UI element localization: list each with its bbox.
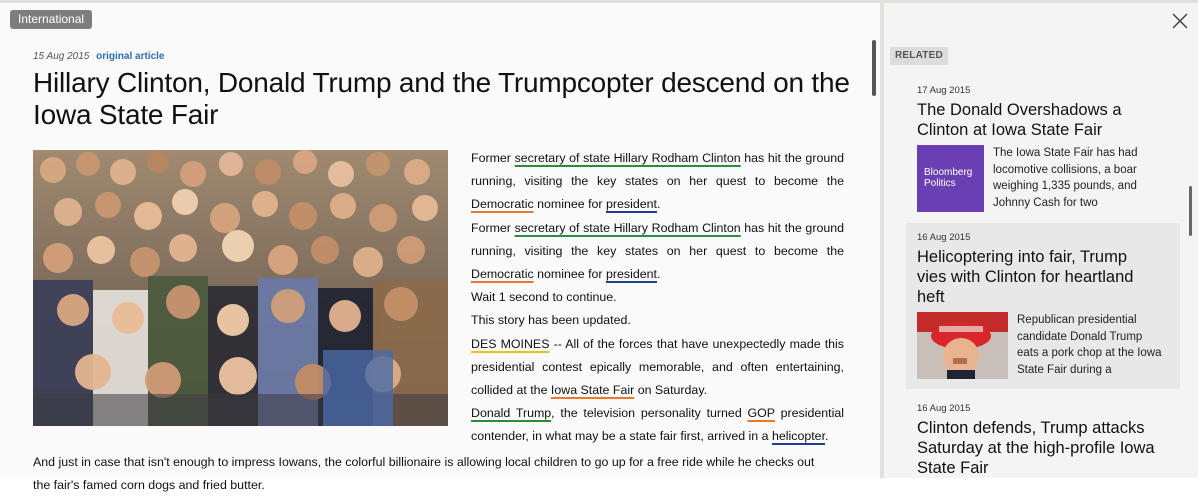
article-photo [33, 150, 448, 426]
article-meta [33, 50, 165, 64]
paragraph-text: This story has been updated. [471, 313, 631, 328]
entity-link[interactable]: DES MOINES [471, 336, 550, 351]
related-item-snippet: Republican presidential candidate Donald Trump eats a pork chop at the Iowa State Fair during a [1017, 314, 1162, 376]
paragraph-text: on Saturday. [634, 383, 708, 398]
related-item-date: 16 Aug 2015 [917, 403, 971, 414]
article-paragraph [471, 217, 844, 287]
close-button[interactable] [1170, 11, 1190, 31]
related-item-title[interactable]: The Donald Overshadows a Clinton at Iowa State Fair [917, 101, 1122, 139]
paragraph-text: . [656, 197, 661, 212]
paragraph-text: nominee for [533, 267, 606, 282]
entity-link[interactable]: secretary of state Hillary Rodham Clinton [514, 151, 741, 165]
article-body [471, 147, 844, 449]
related-item-title[interactable]: Clinton defends, Trump attacks Saturday at the high-profile Iowa State Fair [917, 419, 1155, 477]
paragraph-text: Former [471, 151, 515, 165]
paragraph-text: . [825, 429, 829, 444]
article-scrollbar[interactable] [872, 40, 876, 96]
entity-link[interactable]: Democratic [471, 197, 534, 212]
paragraph-text: nominee for [533, 197, 606, 212]
entity-link[interactable]: president [605, 197, 657, 212]
paragraph-text: Wait 1 second to continue. [471, 290, 617, 305]
bloomberg-politics-logo: Bloomberg Politics [917, 145, 984, 212]
entity-link[interactable]: Donald Trump [471, 406, 552, 421]
article-paragraph-continued: And just in case that isn't enough to impress Iowans, the colorful billionaire is allowing local children to go up for a free ride while he checks out [33, 455, 815, 469]
entity-link[interactable]: GOP [747, 406, 775, 421]
related-item-date: 16 Aug 2015 [917, 232, 971, 243]
close-icon [1170, 11, 1190, 31]
paragraph-text: has hit the ground running, visiting the key states on her quest to become the [471, 151, 845, 189]
paragraph-text: has hit the ground running, visiting the key states on her quest to become the [471, 220, 845, 258]
related-badge: RELATED [890, 47, 948, 65]
article-paragraph [471, 286, 844, 309]
related-scrollbar[interactable] [1189, 186, 1192, 236]
entity-link[interactable]: Democratic [471, 267, 534, 282]
original-article-link[interactable]: original article [96, 51, 165, 62]
article-paragraph-continued-2: the fair's famed corn dogs and fried butter. [33, 478, 265, 492]
related-item[interactable] [906, 85, 1180, 212]
article-date: 15 Aug 2015 [33, 51, 90, 62]
article-paragraph [471, 309, 844, 332]
article-pane [0, 3, 880, 492]
section-badge[interactable]: International [10, 10, 92, 29]
related-item-snippet: The Iowa State Fair has had locomotive collisions, a boar weighing 1,335 pounds, and Johnny Cash for two [993, 147, 1138, 209]
entity-link[interactable]: secretary of state Hillary Rodham Clinton [514, 220, 741, 235]
entity-link[interactable]: president [605, 267, 657, 282]
related-pane [884, 3, 1198, 478]
paragraph-text: -- All of the forces that have unexpectedly made this presidential contest epically memorable, and often entertaining, collided at the [471, 336, 844, 398]
related-item-date: 17 Aug 2015 [917, 85, 971, 96]
related-item[interactable] [906, 403, 1180, 478]
entity-link[interactable]: helicopter [771, 429, 826, 444]
article-paragraph [471, 147, 844, 217]
related-item-title[interactable]: Helicoptering into fair, Trump vies with Clinton for heartland heft [917, 248, 1134, 306]
related-item-thumbnail [917, 312, 1008, 379]
paragraph-text: . [656, 267, 661, 282]
article-paragraph [471, 402, 844, 448]
paragraph-text: presidential contender, in what may be a state fair first, arrived in a [471, 406, 845, 444]
entity-link[interactable]: Iowa State Fair [550, 383, 635, 398]
paragraph-text: Former [471, 220, 515, 235]
article-headline: Hillary Clinton, Donald Trump and the Trumpcopter descend on the Iowa State Fair [33, 67, 850, 130]
paragraph-text: , the television personality turned [551, 406, 748, 421]
article-paragraph [471, 333, 844, 403]
related-item[interactable] [906, 223, 1180, 389]
